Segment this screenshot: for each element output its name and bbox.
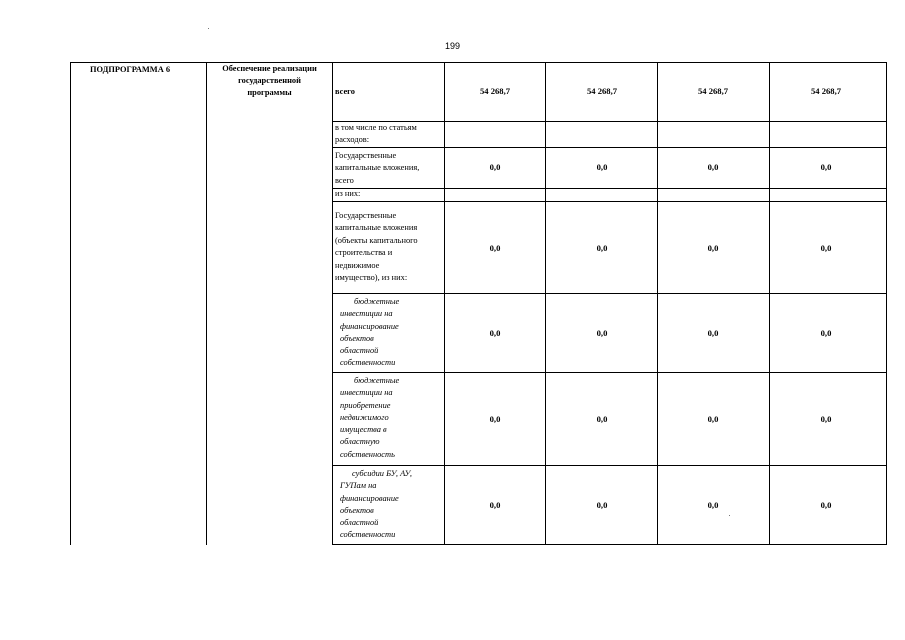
cell-value: 0,0: [596, 328, 608, 338]
row-label-line: объектов: [340, 333, 374, 343]
row-label-line: расходов:: [335, 135, 370, 145]
cell-value: 0,0: [707, 162, 719, 172]
row-label-line: ГУПам на: [340, 481, 377, 491]
table-border-right: [886, 62, 887, 545]
row-label-line: строительства и: [335, 248, 393, 258]
row-label-budget-financing: [340, 296, 440, 370]
cell-value: 0,0: [820, 243, 832, 253]
row-label-budget-acquisition: [340, 375, 440, 461]
column-divider: [206, 62, 207, 545]
row-label-line: бюджетные: [354, 376, 400, 385]
cell-value: 0,0: [489, 414, 501, 424]
row-label-total: всего: [335, 87, 355, 96]
row-label-line: инвестиции на: [340, 309, 393, 319]
cell-value: 0,0: [489, 162, 501, 172]
cell-value: 0,0: [820, 414, 832, 424]
row-label-line: имущество), из них:: [335, 273, 408, 283]
row-divider: [332, 544, 887, 545]
row-label-including: [335, 122, 417, 147]
subprogram-label: ПОДПРОГРАММА 6: [90, 65, 171, 74]
row-label-line: недвижимого: [340, 412, 389, 422]
subprogram-title-line: государственной: [238, 75, 301, 85]
row-divider: [332, 147, 887, 148]
subprogram-title-line: программы: [247, 87, 292, 97]
subprogram-title: [207, 63, 332, 98]
row-divider: [332, 372, 887, 373]
cell-value: 0,0: [489, 500, 501, 510]
column-divider: [444, 62, 445, 545]
cell-value: 0,0: [596, 500, 608, 510]
column-divider: [332, 62, 333, 545]
row-divider: [332, 465, 887, 466]
row-divider: [332, 188, 887, 189]
cell-value: 0,0: [596, 414, 608, 424]
column-divider: [545, 62, 546, 545]
row-label-line: имущества в: [340, 425, 387, 435]
cell-value: 54 268,7: [586, 86, 618, 96]
row-label-state-capital: [335, 150, 419, 187]
row-label-line: недвижимое: [335, 260, 380, 270]
row-label-line: капитальные вложения: [335, 223, 418, 233]
table-border-left: [70, 62, 71, 545]
cell-value: 0,0: [707, 243, 719, 253]
row-label-line: объектов: [340, 505, 374, 515]
cell-value: 54 268,7: [479, 86, 511, 96]
cell-value: 0,0: [820, 328, 832, 338]
cell-value: 54 268,7: [697, 86, 729, 96]
row-label-line: (объекты капитального: [335, 235, 418, 245]
row-label-subsidies: [340, 468, 440, 542]
row-label-line: Государственные: [335, 211, 397, 220]
row-label-line: собственности: [340, 530, 396, 540]
cell-value: 0,0: [707, 328, 719, 338]
row-label-line: Государственные: [335, 151, 397, 160]
cell-value: 0,0: [707, 414, 719, 424]
cell-value: 0,0: [820, 500, 832, 510]
table-border-top: [70, 62, 887, 63]
row-label-line: собственности: [340, 358, 396, 368]
column-divider: [657, 62, 658, 545]
row-divider: [332, 201, 887, 202]
cell-value: 0,0: [596, 162, 608, 172]
column-divider: [769, 62, 770, 545]
subprogram-title-line: Обеспечение реализации: [222, 64, 317, 73]
cell-value: 0,0: [707, 500, 719, 510]
row-label-line: капитальные вложения,: [335, 163, 420, 173]
cell-value: 0,0: [596, 243, 608, 253]
row-label-line: областной: [340, 346, 379, 356]
row-label-line: областной: [340, 518, 379, 528]
row-label-line: приобретение: [340, 400, 391, 410]
row-divider: [332, 293, 887, 294]
row-label-line: областную: [340, 437, 380, 447]
cell-value: 54 268,7: [810, 86, 842, 96]
row-label-line: бюджетные: [354, 297, 400, 306]
row-label-line: финансирование: [340, 321, 399, 331]
cell-value: 0,0: [489, 328, 501, 338]
row-label-line: инвестиции на: [340, 388, 393, 398]
row-label-line: всего: [335, 175, 354, 185]
cell-value: 0,0: [489, 243, 501, 253]
row-label-line: субсидии БУ, АУ,: [352, 469, 412, 478]
cell-value: 0,0: [820, 162, 832, 172]
page-number: 199: [444, 41, 461, 51]
row-label-line: собственность: [340, 449, 395, 459]
row-label-capital-construction: [335, 210, 418, 284]
row-label-line: в том числе по статьям: [335, 123, 417, 132]
row-label-line: финансирование: [340, 493, 399, 503]
row-label-of-them: из них:: [335, 189, 361, 198]
